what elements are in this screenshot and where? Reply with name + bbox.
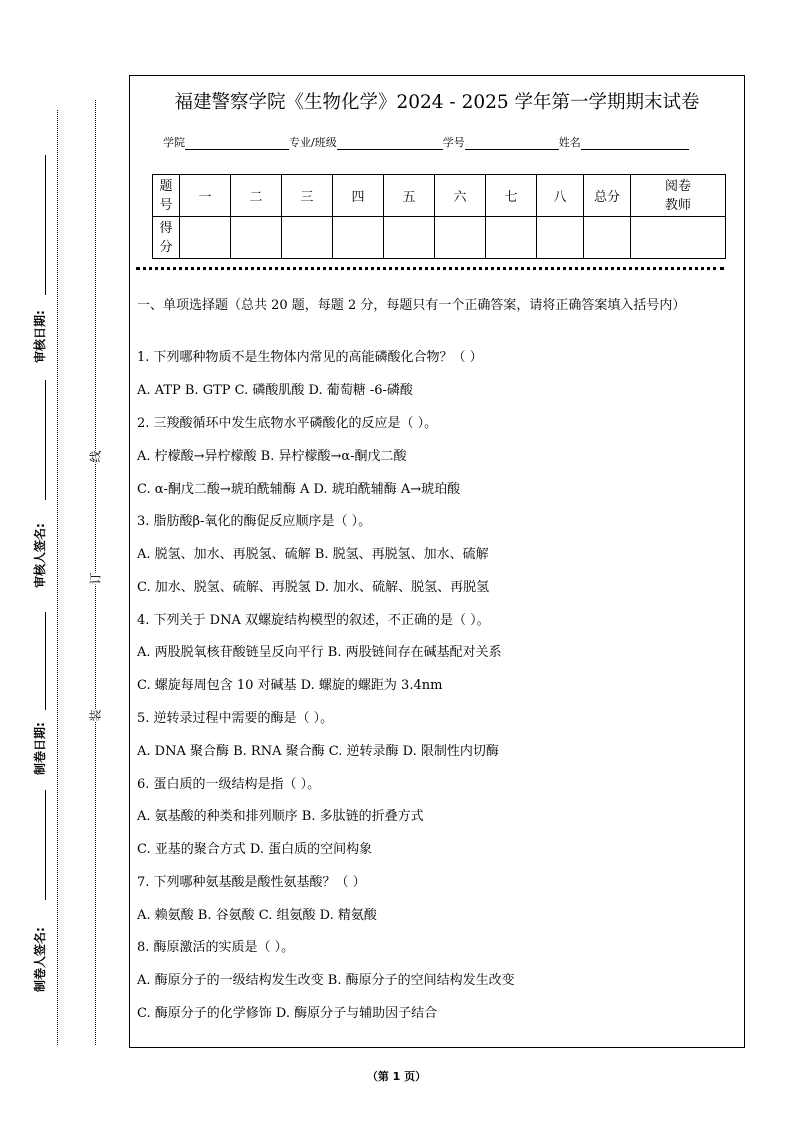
question-line: 1. 下列哪种物质不是生物体内常见的高能磷酸化合物？（ ） xyxy=(137,350,483,365)
paper-maker-signature-label: 制卷人签名: xyxy=(33,927,47,992)
question-line: 6. 蛋白质的一级结构是指（ ）。 xyxy=(137,777,321,792)
question-line: 3. 脂肪酸β-氧化的酶促反应顺序是（ ）。 xyxy=(137,514,372,529)
cut-line-char-xian: 线 xyxy=(88,450,103,463)
score-table-header-question-number: 题号 xyxy=(153,175,180,217)
major-class-label: 专业/班级 xyxy=(289,136,337,149)
score-cell-8[interactable] xyxy=(537,217,584,259)
binding-dotted-line-left xyxy=(57,110,58,1045)
student-id-field[interactable] xyxy=(465,137,559,150)
question-line: 2. 三羧酸循环中发生底物水平磷酸化的反应是（ ）。 xyxy=(137,416,438,431)
score-col-2: 二 xyxy=(231,175,282,217)
score-col-6: 六 xyxy=(435,175,486,217)
question-line: A. 氨基酸的种类和排列顺序 B. 多肽链的折叠方式 xyxy=(137,809,424,824)
score-cell-1[interactable] xyxy=(180,217,231,259)
review-date-label: 审核日期: xyxy=(33,310,47,363)
question-line: 7. 下列哪种氨基酸是酸性氨基酸？（ ） xyxy=(137,875,366,890)
score-col-1: 一 xyxy=(180,175,231,217)
major-class-field[interactable] xyxy=(337,137,443,150)
reviewer-signature-line[interactable] xyxy=(45,380,46,500)
question-line: A. ATP B. GTP C. 磷酸肌酸 D. 葡萄糖 -6-磷酸 xyxy=(137,383,413,398)
question-line: 8. 酶原激活的实质是（ ）。 xyxy=(137,940,295,955)
question-line: C. α-酮戊二酸→琥珀酰辅酶 A D. 琥珀酰辅酶 A→琥珀酸 xyxy=(137,482,461,497)
score-cell-3[interactable] xyxy=(282,217,333,259)
question-line: A. 酶原分子的一级结构发生改变 B. 酶原分子的空间结构发生改变 xyxy=(137,973,515,988)
cut-line-char-ding: 订 xyxy=(88,572,103,585)
section-heading: 一、单项选择题（总共 20 题，每题 2 分，每题只有一个正确答案，请将正确答案填入括号内） xyxy=(137,298,686,313)
paper-date-label: 制卷日期: xyxy=(33,722,47,775)
score-table xyxy=(152,174,726,259)
question-line: 5. 逆转录过程中需要的酶是（ ）。 xyxy=(137,711,334,726)
score-cell-grader[interactable] xyxy=(631,217,726,259)
question-line: C. 亚基的聚合方式 D. 蛋白质的空间构象 xyxy=(137,842,373,857)
question-line: A. 两股脱氧核苷酸链呈反向平行 B. 两股链间存在碱基配对关系 xyxy=(137,645,502,660)
exam-frame xyxy=(129,75,745,1048)
exam-title: 福建警察学院《生物化学》2024 - 2025 学年第一学期期末试卷 xyxy=(174,92,700,113)
question-line: A. 赖氨酸 B. 谷氨酸 C. 组氨酸 D. 精氨酸 xyxy=(137,908,377,923)
score-col-4: 四 xyxy=(333,175,384,217)
paper-date-line[interactable] xyxy=(45,612,46,710)
question-line: C. 加水、脱氢、硫解、再脱氢 D. 加水、硫解、脱氢、再脱氢 xyxy=(137,580,490,595)
score-col-5: 五 xyxy=(384,175,435,217)
score-cell-5[interactable] xyxy=(384,217,435,259)
score-cell-total[interactable] xyxy=(584,217,631,259)
student-info-row xyxy=(163,134,689,150)
score-cell-4[interactable] xyxy=(333,217,384,259)
question-line: 4. 下列关于 DNA 双螺旋结构模型的叙述，不正确的是（ ）。 xyxy=(137,613,490,628)
score-col-total: 总分 xyxy=(584,175,631,217)
cut-line-char-zhuang: 装 xyxy=(88,709,103,722)
score-cell-2[interactable] xyxy=(231,217,282,259)
score-col-3: 三 xyxy=(282,175,333,217)
student-id-label: 学号 xyxy=(442,136,465,149)
name-field[interactable] xyxy=(581,137,689,150)
review-date-line[interactable] xyxy=(45,155,46,295)
question-line: C. 螺旋每周包含 10 对碱基 D. 螺旋的螺距为 3.4nm xyxy=(137,678,443,693)
college-label: 学院 xyxy=(163,136,185,149)
score-cell-7[interactable] xyxy=(486,217,537,259)
dotted-separator xyxy=(136,267,724,270)
college-field[interactable] xyxy=(185,137,289,150)
question-line: A. 柠檬酸→异柠檬酸 B. 异柠檬酸→α-酮戊二酸 xyxy=(137,449,407,464)
reviewer-signature-label: 审核人签名: xyxy=(33,523,47,588)
score-cell-6[interactable] xyxy=(435,217,486,259)
score-table-header-score: 得分 xyxy=(153,217,180,259)
question-line: A. DNA 聚合酶 B. RNA 聚合酶 C. 逆转录酶 D. 限制性内切酶 xyxy=(137,744,499,759)
page-number: （第 1 页） xyxy=(366,1070,427,1083)
question-line: A. 脱氢、加水、再脱氢、硫解 B. 脱氢、再脱氢、加水、硫解 xyxy=(137,547,489,562)
paper-maker-signature-line[interactable] xyxy=(45,790,46,900)
name-label: 姓名 xyxy=(558,136,581,149)
score-col-grader: 阅卷教师 xyxy=(631,175,726,217)
score-col-7: 七 xyxy=(486,175,537,217)
question-line: C. 酶原分子的化学修饰 D. 酶原分子与辅助因子结合 xyxy=(137,1006,438,1021)
score-col-8: 八 xyxy=(537,175,584,217)
